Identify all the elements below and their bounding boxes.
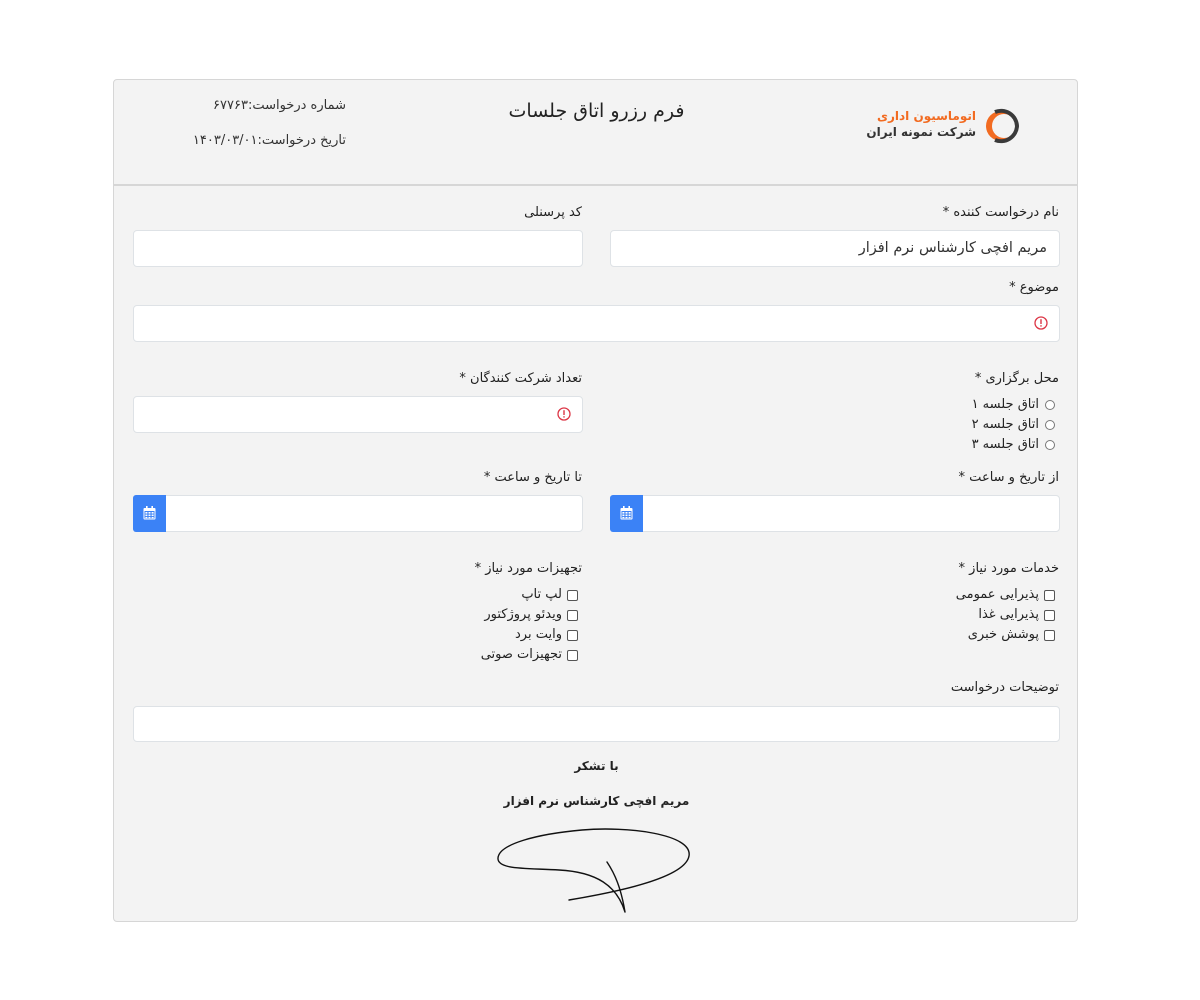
checkbox-label: پذیرایی عمومی <box>955 587 1039 602</box>
checkbox[interactable] <box>567 610 578 621</box>
thanks-text: با تشکر <box>574 759 619 773</box>
location-label: محل برگزاری * <box>974 371 1059 386</box>
page-title: فرم رزرو اتاق جلسات <box>508 100 685 122</box>
radio-label: اتاق جلسه ۲ <box>971 417 1039 432</box>
checkbox-label: پوشش خبری <box>967 627 1039 642</box>
checkbox-label: پذیرایی غذا <box>978 607 1039 622</box>
radio-button[interactable] <box>1045 420 1055 430</box>
radio-label: اتاق جلسه ۱ <box>971 397 1039 412</box>
calendar-icon <box>143 506 156 520</box>
logo-title: اتوماسیون اداری <box>876 109 976 123</box>
services-label: خدمات مورد نیاز * <box>958 561 1059 576</box>
signature-image <box>497 826 692 916</box>
request-date: تاریخ درخواست:۱۴۰۳/۰۳/۰۱ <box>192 133 346 148</box>
company-logo-icon <box>981 108 1019 144</box>
description-label: توضیحات درخواست <box>950 680 1059 695</box>
to-calendar-button[interactable] <box>133 495 166 532</box>
from-datetime-input[interactable] <box>610 495 1060 532</box>
checkbox-label: لپ تاپ <box>521 587 562 602</box>
request-number: شماره درخواست:۶۷۷۶۳ <box>213 98 346 113</box>
radio-button[interactable] <box>1045 440 1055 450</box>
radio-label: اتاق جلسه ۳ <box>971 437 1039 452</box>
calendar-icon <box>620 506 633 520</box>
equipment-label: تجهیزات مورد نیاز * <box>474 561 582 576</box>
personnel-code-label: کد پرسنلی <box>524 205 582 220</box>
requester-label: نام درخواست کننده * <box>942 205 1059 220</box>
from-calendar-button[interactable] <box>610 495 643 532</box>
personnel-code-input[interactable] <box>133 230 583 267</box>
company-logo <box>866 108 1019 144</box>
logo-company-name: شرکت نمونه ایران <box>866 125 976 139</box>
reservation-form <box>113 185 1078 922</box>
to-datetime-input[interactable] <box>133 495 583 532</box>
subject-input[interactable] <box>133 305 1060 342</box>
exclamation-circle-icon <box>1034 316 1048 330</box>
to-datetime-label: تا تاریخ و ساعت * <box>483 470 582 485</box>
exclamation-circle-icon <box>557 407 571 421</box>
requester-input[interactable]: مریم افچی کارشناس نرم افزار <box>610 230 1060 267</box>
checkbox[interactable] <box>1044 630 1055 641</box>
checkbox[interactable] <box>567 650 578 661</box>
signer-name: مریم افچی کارشناس نرم افزار <box>503 794 690 808</box>
checkbox[interactable] <box>1044 590 1055 601</box>
form-header <box>113 79 1078 185</box>
description-input[interactable] <box>133 706 1060 742</box>
logo-text <box>866 108 976 140</box>
checkbox[interactable] <box>1044 610 1055 621</box>
checkbox-label: تجهیزات صوتی <box>480 647 562 662</box>
checkbox[interactable] <box>567 630 578 641</box>
subject-label: موضوع * <box>1009 280 1059 295</box>
from-datetime-label: از تاریخ و ساعت * <box>958 470 1059 485</box>
checkbox-label: ویدئو پروژکتور <box>484 607 562 622</box>
checkbox[interactable] <box>567 590 578 601</box>
attendees-input[interactable] <box>133 396 583 433</box>
radio-button[interactable] <box>1045 400 1055 410</box>
checkbox-label: وایت برد <box>515 627 562 642</box>
attendees-label: تعداد شرکت کنندگان * <box>459 371 582 386</box>
